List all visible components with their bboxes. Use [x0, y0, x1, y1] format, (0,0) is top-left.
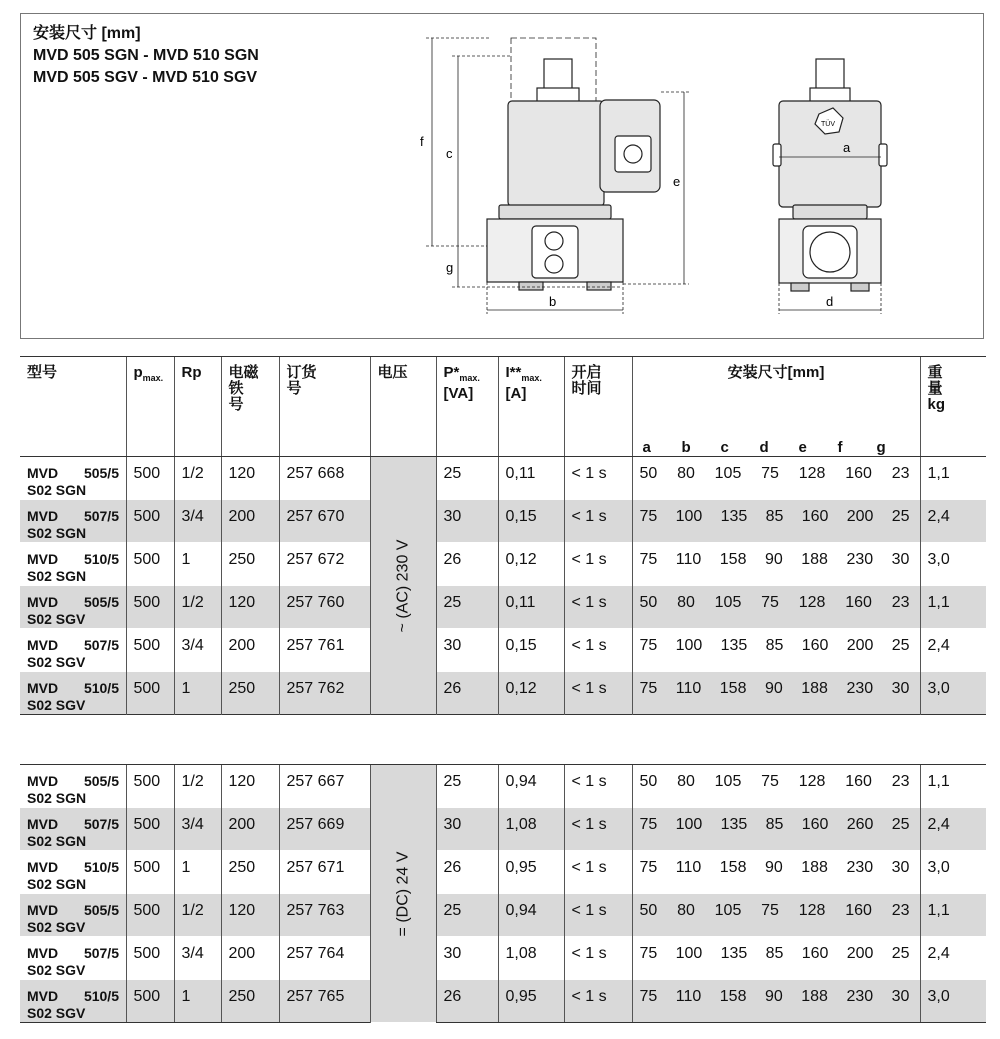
- rp-cell: 3/4: [174, 500, 221, 543]
- header-current: $I**_{max.}$ [A]: [498, 357, 564, 457]
- rp-cell: 3/4: [174, 808, 221, 851]
- dimensions-cell: 50 80 105 75 128 160 23: [632, 765, 920, 808]
- dimensions-cell: 50 80 105 75 128 160 23: [632, 457, 920, 500]
- current-cell: 0,94: [498, 894, 564, 937]
- coil-cell: 120: [221, 586, 279, 629]
- weight-cell: 2,4: [920, 808, 986, 851]
- opening-time-cell: < 1 s: [564, 457, 632, 500]
- dimension-letter-g: g: [876, 439, 886, 456]
- coil-cell: 120: [221, 765, 279, 808]
- pmax-cell: 500: [126, 543, 174, 586]
- order-number-cell: 257 764: [279, 937, 370, 980]
- dimensions-cell: 75 110 158 90 188 230 30: [632, 980, 920, 1023]
- table-row: [20, 543, 986, 586]
- dimension-label-e: e: [673, 174, 681, 189]
- table-row: [20, 937, 986, 980]
- coil-cell: 120: [221, 894, 279, 937]
- rp-cell: 1/2: [174, 765, 221, 808]
- dimension-label-a: a: [843, 140, 851, 155]
- weight-cell: 3,0: [920, 980, 986, 1023]
- header-power: $P*_{max.}$ [VA]: [436, 357, 498, 457]
- dimension-letter-c: c: [720, 439, 729, 456]
- model-cell: MVD 510/5 S02 SGV: [20, 980, 126, 1023]
- order-number-cell: 257 667: [279, 765, 370, 808]
- voltage-cell: [370, 457, 436, 715]
- current-cell: 0,11: [498, 586, 564, 629]
- rp-cell: 1/2: [174, 457, 221, 500]
- rp-cell: 1/2: [174, 894, 221, 937]
- dimension-letter-f: f: [837, 439, 843, 456]
- table-row: [20, 586, 986, 629]
- table-row: [20, 629, 986, 672]
- order-number-cell: 257 762: [279, 672, 370, 715]
- weight-cell: 1,1: [920, 765, 986, 808]
- opening-time-cell: < 1 s: [564, 629, 632, 672]
- table-row: [20, 851, 986, 894]
- order-number-cell: 257 671: [279, 851, 370, 894]
- model-cell: MVD 510/5 S02 SGV: [20, 672, 126, 715]
- dimension-label-c: c: [446, 146, 453, 161]
- weight-cell: 1,1: [920, 586, 986, 629]
- coil-cell: 200: [221, 937, 279, 980]
- table-row: [20, 980, 986, 1023]
- dimensions-cell: 75 110 158 90 188 230 30: [632, 672, 920, 715]
- opening-time-cell: < 1 s: [564, 672, 632, 715]
- model-cell: MVD 507/5 S02 SGV: [20, 629, 126, 672]
- dimensions-cell: 75 100 135 85 160 200 25: [632, 500, 920, 543]
- power-cell: 30: [436, 937, 498, 980]
- weight-cell: 2,4: [920, 500, 986, 543]
- header-opening-time: 开启 时间: [564, 357, 632, 457]
- dimension-letter-d: d: [759, 439, 769, 456]
- dimensions-cell: 75 100 135 85 160 200 25: [632, 937, 920, 980]
- power-cell: 25: [436, 586, 498, 629]
- power-cell: 25: [436, 894, 498, 937]
- rp-cell: 1: [174, 543, 221, 586]
- rp-cell: 1: [174, 980, 221, 1023]
- order-number-cell: 257 765: [279, 980, 370, 1023]
- coil-cell: 250: [221, 672, 279, 715]
- current-cell: 1,08: [498, 808, 564, 851]
- front-view: [773, 59, 887, 291]
- order-number-cell: 257 763: [279, 894, 370, 937]
- current-cell: 0,94: [498, 765, 564, 808]
- power-cell: 25: [436, 457, 498, 500]
- opening-time-cell: < 1 s: [564, 543, 632, 586]
- pmax-cell: 500: [126, 937, 174, 980]
- specification-table: [20, 356, 986, 1023]
- pmax-cell: 500: [126, 894, 174, 937]
- current-cell: 0,12: [498, 672, 564, 715]
- header-rp: Rp: [174, 357, 221, 457]
- rp-cell: 1/2: [174, 586, 221, 629]
- coil-cell: 200: [221, 808, 279, 851]
- dimension-letter-e: e: [798, 439, 807, 456]
- coil-cell: 250: [221, 543, 279, 586]
- opening-time-cell: < 1 s: [564, 851, 632, 894]
- side-view: [487, 38, 660, 290]
- header-coil: 电磁 铁 号: [221, 357, 279, 457]
- table-row: [20, 672, 986, 715]
- weight-cell: 2,4: [920, 629, 986, 672]
- order-number-cell: 257 672: [279, 543, 370, 586]
- title-line: MVD 505 SGV - MVD 510 SGV: [33, 69, 258, 86]
- pmax-cell: 500: [126, 586, 174, 629]
- opening-time-cell: < 1 s: [564, 586, 632, 629]
- table-row: [20, 808, 986, 851]
- certification-badge-label: TÜV: [821, 121, 835, 128]
- order-number-cell: 257 668: [279, 457, 370, 500]
- dimensions-cell: 75 110 158 90 188 230 30: [632, 851, 920, 894]
- valve-technical-drawing: [21, 14, 985, 340]
- opening-time-cell: < 1 s: [564, 894, 632, 937]
- model-cell: MVD 510/5 S02 SGN: [20, 851, 126, 894]
- coil-cell: 200: [221, 629, 279, 672]
- power-cell: 30: [436, 629, 498, 672]
- pmax-cell: 500: [126, 808, 174, 851]
- pmax-cell: 500: [126, 672, 174, 715]
- coil-body: [508, 101, 604, 206]
- power-cell: 26: [436, 980, 498, 1023]
- coil-cell: 120: [221, 457, 279, 500]
- dimension-letter-b: b: [681, 439, 691, 456]
- table-row: [20, 457, 986, 500]
- rp-cell: 1: [174, 672, 221, 715]
- order-number-cell: 257 760: [279, 586, 370, 629]
- pmax-cell: 500: [126, 629, 174, 672]
- power-cell: 30: [436, 500, 498, 543]
- model-cell: MVD 510/5 S02 SGN: [20, 543, 126, 586]
- group-separator: [20, 715, 986, 765]
- pmax-cell: 500: [126, 765, 174, 808]
- opening-time-cell: < 1 s: [564, 500, 632, 543]
- model-cell: MVD 507/5 S02 SGN: [20, 808, 126, 851]
- dimensions-cell: 50 80 105 75 128 160 23: [632, 894, 920, 937]
- title-line: MVD 505 SGN - MVD 510 SGN: [33, 47, 259, 64]
- rp-cell: 3/4: [174, 629, 221, 672]
- weight-cell: 3,0: [920, 543, 986, 586]
- current-cell: 0,95: [498, 851, 564, 894]
- current-cell: 0,95: [498, 980, 564, 1023]
- table-row: [20, 765, 986, 808]
- order-number-cell: 257 670: [279, 500, 370, 543]
- current-cell: 1,08: [498, 937, 564, 980]
- opening-time-cell: < 1 s: [564, 937, 632, 980]
- dimensions-cell: 75 100 135 85 160 260 25: [632, 808, 920, 851]
- table-header-row: [20, 357, 986, 457]
- opening-time-cell: < 1 s: [564, 808, 632, 851]
- dimension-label-f: f: [420, 134, 424, 149]
- coil-cell: 200: [221, 500, 279, 543]
- voltage-label: = (DC) 24 V: [394, 851, 412, 936]
- table-row: [20, 500, 986, 543]
- model-cell: MVD 505/5 S02 SGV: [20, 586, 126, 629]
- dimension-letter-a: a: [642, 439, 651, 456]
- rp-cell: 1: [174, 851, 221, 894]
- coil-cell: 250: [221, 851, 279, 894]
- opening-time-cell: < 1 s: [564, 765, 632, 808]
- title-line: 安装尺寸 [mm]: [33, 25, 141, 42]
- model-cell: MVD 507/5 S02 SGN: [20, 500, 126, 543]
- power-cell: 30: [436, 808, 498, 851]
- power-cell: 25: [436, 765, 498, 808]
- model-cell: MVD 505/5 S02 SGN: [20, 765, 126, 808]
- model-cell: MVD 505/5 S02 SGV: [20, 894, 126, 937]
- header-order-number: 订货 号: [279, 357, 370, 457]
- header-weight: 重 量 kg: [920, 357, 986, 457]
- weight-cell: 1,1: [920, 457, 986, 500]
- rp-cell: 3/4: [174, 937, 221, 980]
- voltage-label: ~ (AC) 230 V: [394, 539, 412, 632]
- power-cell: 26: [436, 543, 498, 586]
- dimension-label-b: b: [549, 294, 557, 309]
- dimensions-cell: 75 100 135 85 160 200 25: [632, 629, 920, 672]
- current-cell: 0,12: [498, 543, 564, 586]
- dimensions-cell: 50 80 105 75 128 160 23: [632, 586, 920, 629]
- weight-cell: 2,4: [920, 937, 986, 980]
- pmax-cell: 500: [126, 980, 174, 1023]
- model-cell: MVD 505/5 S02 SGN: [20, 457, 126, 500]
- separator-cell: [20, 715, 986, 765]
- weight-cell: 1,1: [920, 894, 986, 937]
- dimension-label-d: d: [826, 294, 834, 309]
- weight-cell: 3,0: [920, 851, 986, 894]
- power-cell: 26: [436, 851, 498, 894]
- dimensions-cell: 75 110 158 90 188 230 30: [632, 543, 920, 586]
- model-cell: MVD 507/5 S02 SGV: [20, 937, 126, 980]
- current-cell: 0,15: [498, 500, 564, 543]
- header-voltage: 电压: [370, 357, 436, 457]
- table-row: [20, 894, 986, 937]
- header-pmax: $p_{max.}$: [126, 357, 174, 457]
- dimension-label-g: g: [446, 260, 454, 275]
- header-dimensions: 安装尺寸[mm] a b c d e f g: [632, 357, 920, 457]
- order-number-cell: 257 669: [279, 808, 370, 851]
- power-cell: 26: [436, 672, 498, 715]
- opening-time-cell: < 1 s: [564, 980, 632, 1023]
- voltage-cell: [370, 765, 436, 1023]
- pmax-cell: 500: [126, 851, 174, 894]
- order-number-cell: 257 761: [279, 629, 370, 672]
- coil-cell: 250: [221, 980, 279, 1023]
- pmax-cell: 500: [126, 500, 174, 543]
- weight-cell: 3,0: [920, 672, 986, 715]
- current-cell: 0,15: [498, 629, 564, 672]
- pmax-cell: 500: [126, 457, 174, 500]
- current-cell: 0,11: [498, 457, 564, 500]
- header-model: 型号: [20, 357, 126, 457]
- dimension-drawing-panel: [20, 13, 984, 339]
